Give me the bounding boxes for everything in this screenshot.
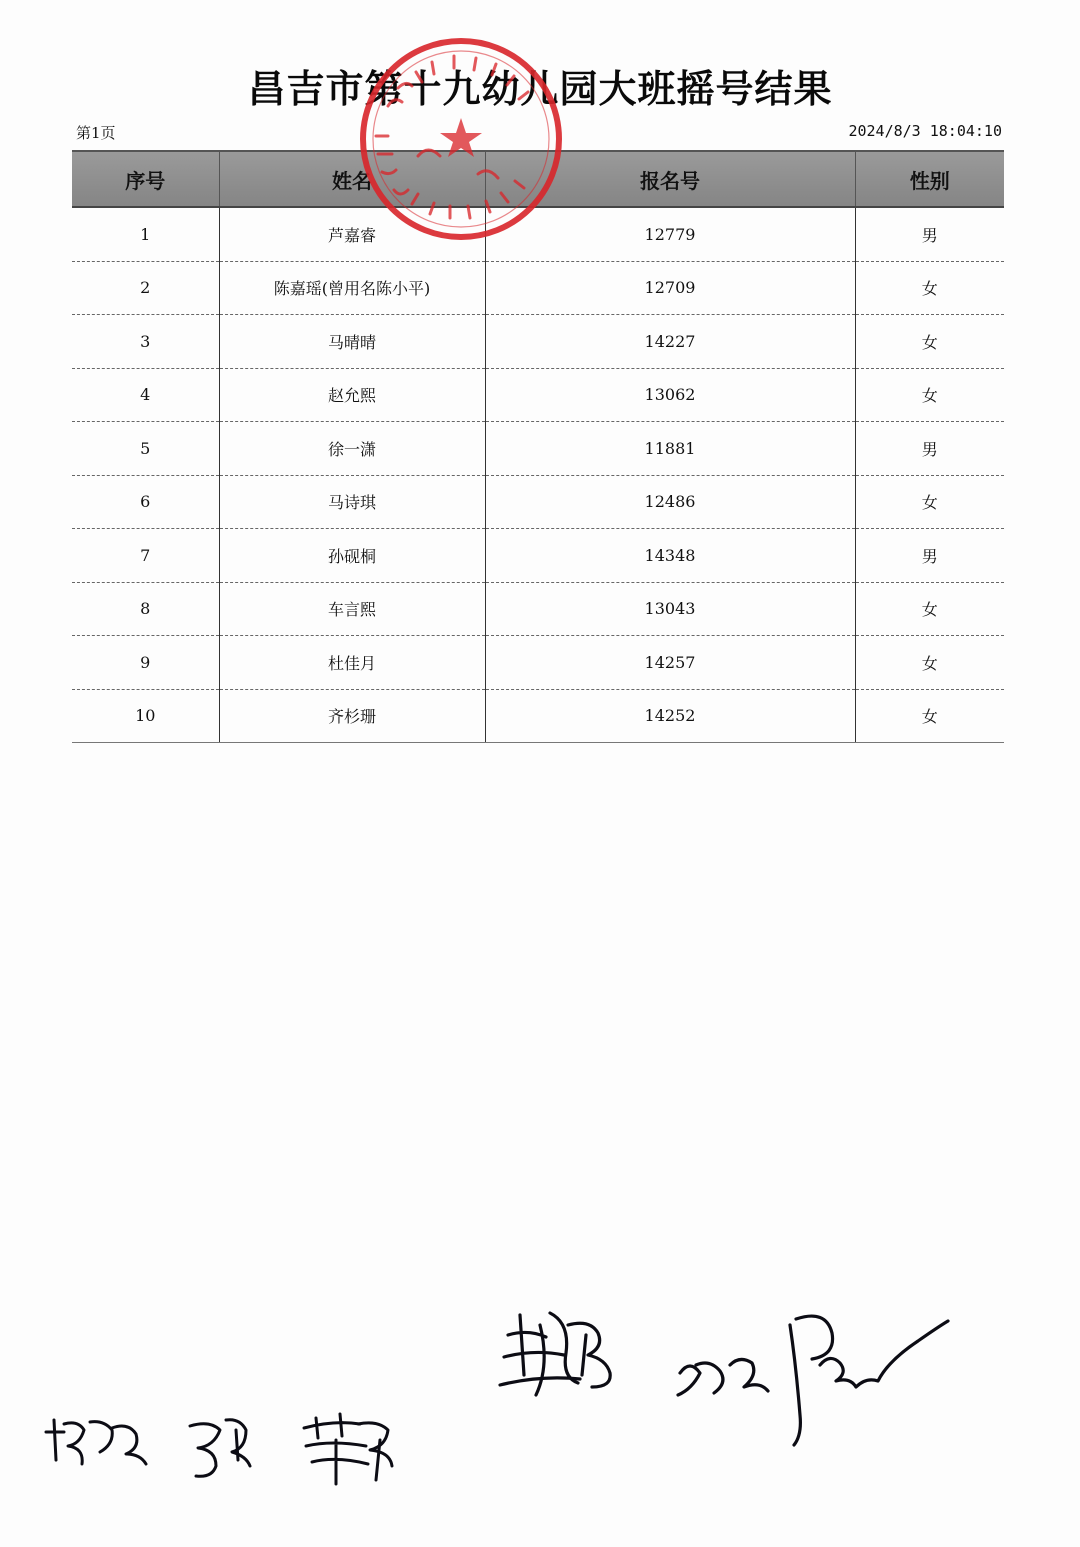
cell-name: 齐杉珊: [219, 689, 485, 743]
cell-gender: 女: [855, 689, 1004, 743]
cell-gender: 女: [855, 475, 1004, 529]
page-number: 第1页: [76, 124, 116, 142]
cell-name: 马诗琪: [219, 475, 485, 529]
document-title: 昌吉市第十九幼儿园大班摇号结果: [247, 67, 833, 111]
cell-reg-no: 11881: [485, 422, 855, 476]
cell-seq: 9: [72, 636, 219, 690]
cell-seq: 10: [72, 689, 219, 743]
cell-name: 陈嘉瑶(曾用名陈小平): [219, 261, 485, 315]
cell-seq: 8: [72, 582, 219, 636]
cell-gender: 女: [855, 636, 1004, 690]
cell-name: 车言熙: [219, 582, 485, 636]
cell-reg-no: 12486: [485, 475, 855, 529]
cell-seq: 1: [72, 207, 219, 261]
cell-reg-no: 14227: [485, 315, 855, 369]
lottery-results-table: [72, 150, 1004, 743]
table-header-row: [72, 151, 1004, 207]
cell-reg-no: 13043: [485, 582, 855, 636]
cell-gender: 女: [855, 582, 1004, 636]
cell-name: 孙砚桐: [219, 529, 485, 583]
table-row: [72, 368, 1004, 422]
table-row: [72, 582, 1004, 636]
cell-name: 赵允熙: [219, 368, 485, 422]
header-gender: 性别: [855, 151, 1004, 207]
header-seq: 序号: [72, 151, 219, 207]
cell-seq: 3: [72, 315, 219, 369]
cell-name: 杜佳月: [219, 636, 485, 690]
cell-gender: 女: [855, 368, 1004, 422]
cell-reg-no: 12779: [485, 207, 855, 261]
cell-seq: 7: [72, 529, 219, 583]
cell-gender: 男: [855, 422, 1004, 476]
print-timestamp: 2024/8/3 18:04:10: [848, 122, 1002, 140]
cell-reg-no: 14257: [485, 636, 855, 690]
cell-seq: 6: [72, 475, 219, 529]
cell-seq: 5: [72, 422, 219, 476]
signature-group-left: [40, 1400, 410, 1490]
header-name: 姓名: [219, 151, 485, 207]
cell-reg-no: 14348: [485, 529, 855, 583]
cell-gender: 男: [855, 207, 1004, 261]
signature-group-right: [490, 1295, 960, 1465]
cell-seq: 4: [72, 368, 219, 422]
cell-reg-no: 14252: [485, 689, 855, 743]
cell-name: 马晴晴: [219, 315, 485, 369]
cell-gender: 女: [855, 261, 1004, 315]
cell-reg-no: 13062: [485, 368, 855, 422]
table-row: [72, 261, 1004, 315]
table-row: [72, 636, 1004, 690]
table-row: [72, 529, 1004, 583]
cell-gender: 女: [855, 315, 1004, 369]
table-row: [72, 207, 1004, 261]
cell-gender: 男: [855, 529, 1004, 583]
table-row: [72, 475, 1004, 529]
table-row: [72, 689, 1004, 743]
cell-seq: 2: [72, 261, 219, 315]
cell-name: 徐一潇: [219, 422, 485, 476]
table-row: [72, 315, 1004, 369]
cell-name: 芦嘉睿: [219, 207, 485, 261]
header-reg-no: 报名号: [485, 151, 855, 207]
table-row: [72, 422, 1004, 476]
cell-reg-no: 12709: [485, 261, 855, 315]
